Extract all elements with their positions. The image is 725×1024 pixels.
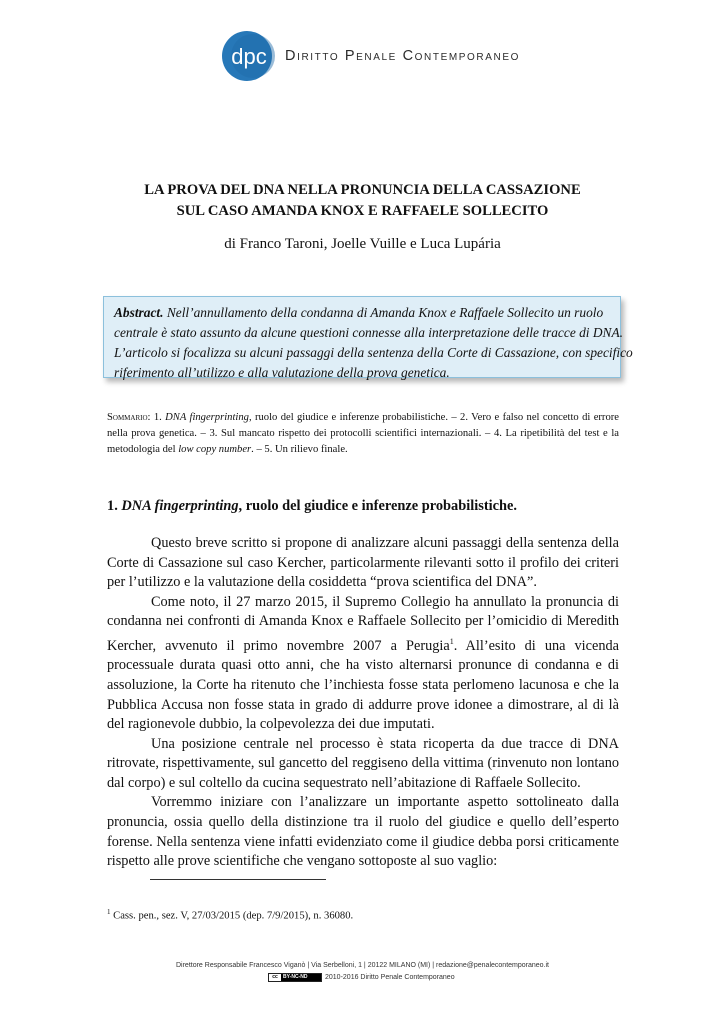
svg-text:dpc: dpc [231,44,267,69]
summary-text: . – 5. Un rilievo finale. [251,444,348,455]
cc-mark: cc [269,973,281,982]
abstract-line-3: L’articolo si focalizza su alcuni passaggi della sentenza della Corte di Cassazione, con specifico [114,345,633,360]
paragraph-4: Vorremmo iniziare con l’analizzare un importante aspetto sottolineato dalla pronuncia, ossia quello della distinzione tra il ruolo del giudice e quello dell’esperto forense. Nella sentenza viene infatti evidenziato come il giudice debba porsi criticamente rispetto alle prove scientifiche che vengano sottoposte al suo vaglio: [107,794,619,870]
table-of-contents [107,410,619,458]
section-title-italic: DNA fingerprinting [121,498,239,514]
section-heading [107,498,517,515]
title-line-1: LA PROVA DEL DNA NELLA PRONUNCIA DELLA CASSAZIONE [144,182,581,198]
journal-header [221,28,520,84]
dpc-logo-icon [221,30,277,82]
article-authors: di Franco Taroni, Joelle Vuille e Luca Lupária [224,236,501,252]
abstract-label: Abstract. [114,305,164,320]
footer-copyright [268,973,455,982]
cc-license-icon[interactable] [268,973,322,982]
body-text [107,534,619,872]
journal-name: Diritto Penale Contemporaneo [285,48,520,64]
footnote [107,908,353,922]
abstract-text-1: Nell’annullamento della condanna di Amanda Knox e Raffaele Sollecito un ruolo [163,305,604,320]
title-line-2: SUL CASO AMANDA KNOX E RAFFAELE SOLLECITO [176,203,549,219]
summary-text: : 1. [147,412,166,423]
paragraph-2-text: . All’esito di una vicenda processuale durata quasi otto anni, che ha visto alternarsi pronunce di condanna e di assoluzione, la Corte ha ritenuto che l’inchiesta fosse stata perlomeno lacunosa e che la Pubblica Accusa non fosse stata in grado di addurre prove idonee a dimostrare, al di là del ragionevole dubbio, la colpevolezza dei due imputati. [107,637,619,733]
abstract-line-2: centrale è stato assunto da alcune questioni connesse alla interpretazione delle tracce di DNA. [114,325,624,340]
footer-contacts: Direttore Responsabile Francesco Viganò | Via Serbelloni, 1 | 20122 MILANO (MI) | redazione@penalecontemporaneo.it [175,962,549,969]
paragraph-3: Una posizione centrale nel processo è stata ricoperta da due tracce di DNA ritrovate, rispettivamente, sul gancetto del reggiseno della vittima (rinvenuto non lontano dal corpo) e sul coltello da cucina sequestrato nell’abitazione di Raffaele Sollecito. [107,735,619,791]
abstract-box [103,296,633,380]
paragraph-1: Questo breve scritto si propone di analizzare alcuni passaggi della sentenza della Corte di Cassazione sul caso Kercher, particolarmente rilevanti sotto il profilo dei criteri per l’utilizzo e la valutazione della cosiddetta “prova scientifica del DNA”. [107,535,619,591]
article-title [0,180,725,222]
paragraph-2-text: Come noto, il 27 marzo 2015, il Supremo Collegio ha annullato la pronuncia di condanna nei confronti di Amanda Knox e Raffaele Sollecito per l’omicidio di Meredith Kercher, avvenuto il primo novembre 2007 a Perugia [107,593,619,654]
summary-label: Sommario [107,412,148,423]
abstract-line-4: riferimento all’utilizzo e alla valutazione della prova genetica. [114,365,450,380]
footnote-divider [150,879,326,880]
section-title-rest: , ruolo del giudice e inferenze probabilistiche. [238,498,518,514]
summary-italic-1: DNA fingerprinting [165,412,249,423]
license-label: BY-NC-ND [281,973,321,982]
footnote-number: 1 [107,908,111,916]
footnote-text: Cass. pen., sez. V, 27/03/2015 (dep. 7/9/2015), n. 36080. [110,910,354,922]
footnote-ref[interactable]: 1 [449,636,454,646]
summary-italic-2: low copy number [178,444,252,455]
section-number: 1. [107,498,122,514]
abstract-line-1 [114,303,612,323]
summary-text: , ruolo del giudice e inferenze probabilistiche. – 2. Vero e falso nel concetto di errore nella prova genetica. – 3. Sul mancato rispetto dei protocolli scientifici internazionali. – 4. La ripetibilità del test e la metodologia del [107,412,619,455]
copyright-text: 2010-2016 Diritto Penale Contemporaneo [325,974,455,981]
paragraph-2 [107,593,619,735]
